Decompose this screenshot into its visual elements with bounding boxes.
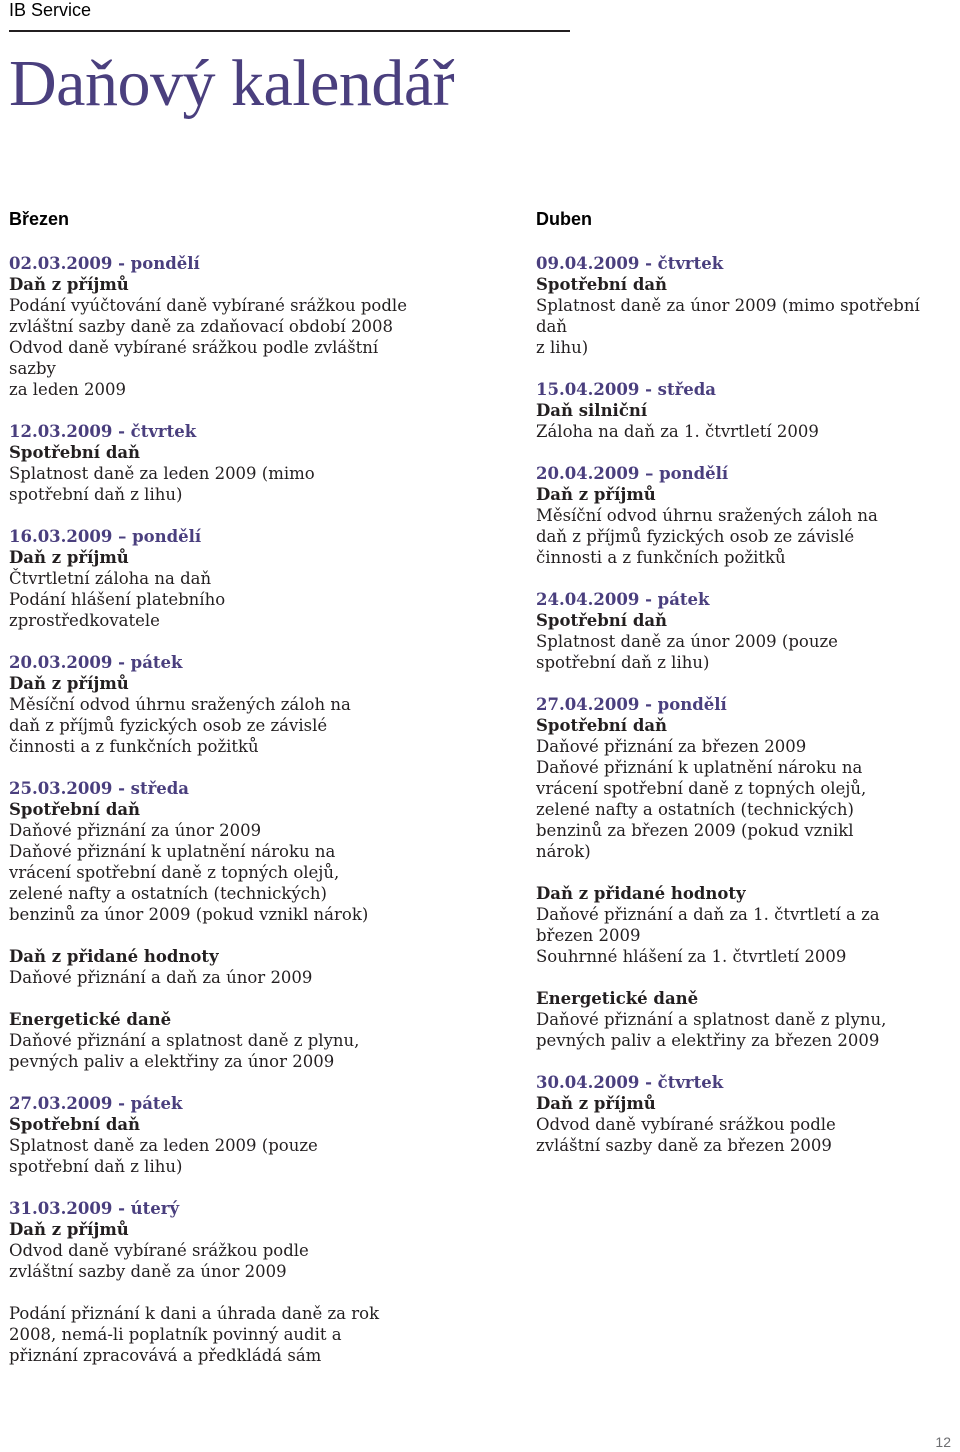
entry-text: vrácení spotřební daně z topných olejů, bbox=[9, 863, 340, 882]
entry-text: Podání přiznání k dani a úhrada daně za rok bbox=[9, 1304, 380, 1323]
entry-date: 15.04.2009 - středa bbox=[536, 380, 717, 399]
calendar-entry bbox=[536, 253, 956, 358]
entry-text: spotřební daň z lihu) bbox=[536, 653, 710, 672]
calendar-entry bbox=[536, 1072, 956, 1156]
entry-text: 2008, nemá-li poplatník povinný audit a bbox=[9, 1325, 342, 1344]
calendar-entry bbox=[9, 1009, 429, 1072]
march-column bbox=[9, 207, 429, 1387]
entry-text: Podání vyúčtování daně vybírané srážkou podle bbox=[9, 296, 407, 315]
entry-text: nárok) bbox=[536, 842, 591, 861]
calendar-entry bbox=[9, 778, 429, 925]
entry-text: Daňové přiznání za březen 2009 bbox=[536, 737, 807, 756]
entry-text: spotřební daň z lihu) bbox=[9, 1157, 183, 1176]
april-column bbox=[536, 207, 956, 1177]
entry-text: Daňové přiznání a daň za 1. čtvrtletí a za bbox=[536, 905, 880, 924]
entry-text: vrácení spotřební daně z topných olejů, bbox=[536, 779, 867, 798]
entry-date: 30.04.2009 - čtvrtek bbox=[536, 1073, 724, 1092]
entry-text: Měsíční odvod úhrnu sražených záloh na bbox=[9, 695, 351, 714]
entry-date: 02.03.2009 - pondělí bbox=[9, 254, 200, 273]
tax-type: Spotřební daň bbox=[536, 611, 668, 630]
calendar-note bbox=[9, 1303, 429, 1366]
entry-text: přiznání zpracovává a předkládá sám bbox=[9, 1346, 322, 1365]
calendar-entry bbox=[536, 463, 956, 568]
calendar-entry bbox=[9, 526, 429, 631]
entry-text: spotřební daň z lihu) bbox=[9, 485, 183, 504]
tax-type: Spotřební daň bbox=[9, 1115, 141, 1134]
entry-text: činnosti a z funkčních požitků bbox=[536, 548, 786, 567]
tax-type: Daň z přidané hodnoty bbox=[9, 947, 219, 966]
entry-text: zelené nafty a ostatních (technických) bbox=[536, 800, 854, 819]
entry-text: Záloha na daň za 1. čtvrtletí 2009 bbox=[536, 422, 819, 441]
tax-type: Daň z příjmů bbox=[9, 674, 129, 693]
entry-text: činnosti a z funkčních požitků bbox=[9, 737, 259, 756]
entry-text: Čtvrtletní záloha na daň bbox=[9, 569, 212, 588]
entry-date: 20.03.2009 - pátek bbox=[9, 653, 183, 672]
entry-date: 20.04.2009 – pondělí bbox=[536, 464, 729, 483]
tax-type: Spotřební daň bbox=[9, 443, 141, 462]
tax-type: Daň z příjmů bbox=[536, 1094, 656, 1113]
tax-type: Energetické daně bbox=[9, 1010, 172, 1029]
entry-text: Daňové přiznání k uplatnění nároku na bbox=[536, 758, 863, 777]
entry-text: Daňové přiznání a splatnost daně z plynu, bbox=[536, 1010, 887, 1029]
calendar-entry bbox=[536, 589, 956, 673]
calendar-entry bbox=[536, 883, 956, 967]
entry-text: daň z příjmů fyzických osob ze závislé bbox=[9, 716, 328, 735]
entry-text: Daňové přiznání a splatnost daně z plynu, bbox=[9, 1031, 360, 1050]
entry-text: Odvod daně vybírané srážkou podle bbox=[9, 1241, 309, 1260]
header-label: IB Service bbox=[9, 0, 92, 20]
tax-type: Energetické daně bbox=[536, 989, 699, 1008]
entry-text: pevných paliv a elektřiny za březen 2009 bbox=[536, 1031, 880, 1050]
tax-type: Daň z přidané hodnoty bbox=[536, 884, 746, 903]
entry-text: Splatnost daně za únor 2009 (mimo spotřební daň bbox=[536, 296, 920, 336]
entry-text: benzinů za únor 2009 (pokud vznikl nárok) bbox=[9, 905, 369, 924]
entry-date: 09.04.2009 - čtvrtek bbox=[536, 254, 724, 273]
month-heading-march: Březen bbox=[9, 209, 70, 229]
calendar-entry bbox=[9, 1093, 429, 1177]
entry-text: Měsíční odvod úhrnu sražených záloh na bbox=[536, 506, 878, 525]
entry-text: pevných paliv a elektřiny za únor 2009 bbox=[9, 1052, 335, 1071]
calendar-entry bbox=[9, 1198, 429, 1282]
entry-date: 27.03.2009 - pátek bbox=[9, 1094, 183, 1113]
entry-date: 16.03.2009 – pondělí bbox=[9, 527, 202, 546]
tax-type: Daň silniční bbox=[536, 401, 648, 420]
tax-type: Daň z příjmů bbox=[536, 485, 656, 504]
entry-text: Daňové přiznání a daň za únor 2009 bbox=[9, 968, 313, 987]
entry-text: zelené nafty a ostatních (technických) bbox=[9, 884, 327, 903]
entry-text: Daňové přiznání k uplatnění nároku na bbox=[9, 842, 336, 861]
calendar-entry bbox=[9, 652, 429, 757]
entry-text: z lihu) bbox=[536, 338, 589, 357]
page-title: Daňový kalendář bbox=[9, 47, 455, 120]
entry-text: Splatnost daně za leden 2009 (mimo bbox=[9, 464, 315, 483]
tax-type: Daň z příjmů bbox=[9, 548, 129, 567]
calendar-entry bbox=[536, 694, 956, 862]
entry-text: Daňové přiznání za únor 2009 bbox=[9, 821, 262, 840]
calendar-entry bbox=[9, 253, 429, 400]
calendar-entry bbox=[536, 988, 956, 1051]
entry-date: 27.04.2009 - pondělí bbox=[536, 695, 727, 714]
calendar-entry bbox=[536, 379, 956, 442]
entry-text: zprostředkovatele bbox=[9, 611, 160, 630]
entry-date: 31.03.2009 - úterý bbox=[9, 1199, 180, 1218]
entry-text: Splatnost daně za únor 2009 (pouze bbox=[536, 632, 838, 651]
calendar-entry bbox=[9, 946, 429, 988]
month-heading-april: Duben bbox=[536, 209, 592, 229]
tax-type: Daň z příjmů bbox=[9, 1220, 129, 1239]
tax-type: Daň z příjmů bbox=[9, 275, 129, 294]
tax-type: Spotřební daň bbox=[536, 275, 668, 294]
entry-text: za leden 2009 bbox=[9, 380, 127, 399]
entry-text: Odvod daně vybírané srážkou podle zvláštní sazby bbox=[9, 338, 379, 378]
entry-text: zvláštní sazby daně za zdaňovací období 2008 bbox=[9, 317, 393, 336]
entry-text: březen 2009 bbox=[536, 926, 641, 945]
entry-text: Odvod daně vybírané srážkou podle bbox=[536, 1115, 836, 1134]
entry-text: daň z příjmů fyzických osob ze závislé bbox=[536, 527, 855, 546]
entry-text: Splatnost daně za leden 2009 (pouze bbox=[9, 1136, 318, 1155]
entry-text: zvláštní sazby daně za březen 2009 bbox=[536, 1136, 832, 1155]
entry-text: benzinů za březen 2009 (pokud vznikl bbox=[536, 821, 854, 840]
entry-date: 12.03.2009 - čtvrtek bbox=[9, 422, 197, 441]
tax-type: Spotřební daň bbox=[9, 800, 141, 819]
entry-date: 24.04.2009 - pátek bbox=[536, 590, 710, 609]
header-rule bbox=[9, 30, 570, 32]
entry-text: zvláštní sazby daně za únor 2009 bbox=[9, 1262, 287, 1281]
page-number: 12 bbox=[935, 1434, 951, 1450]
calendar-entry bbox=[9, 421, 429, 505]
entry-text: Souhrnné hlášení za 1. čtvrtletí 2009 bbox=[536, 947, 847, 966]
entry-date: 25.03.2009 - středa bbox=[9, 779, 190, 798]
entry-text: Podání hlášení platebního bbox=[9, 590, 226, 609]
tax-type: Spotřební daň bbox=[536, 716, 668, 735]
